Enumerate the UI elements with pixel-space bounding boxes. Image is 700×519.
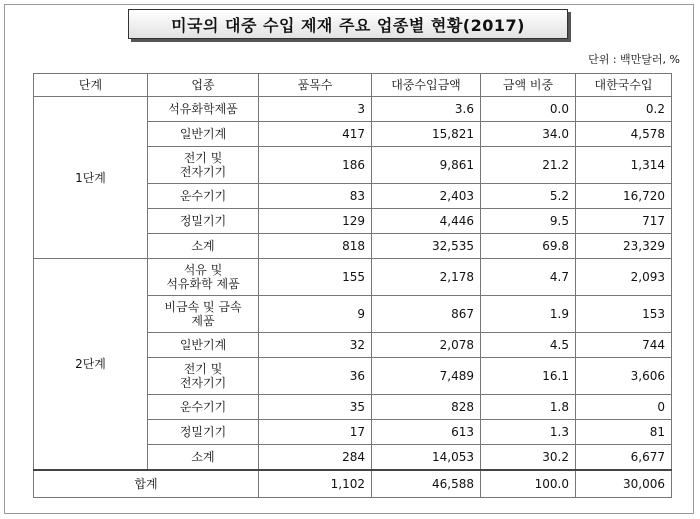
- items-cell: 155: [259, 259, 372, 296]
- items-cell: 284: [259, 445, 372, 471]
- col-header-imports-china: 대중수입금액: [372, 74, 481, 97]
- imports-korea-cell: 717: [576, 209, 672, 234]
- share-cell: 100.0: [481, 470, 576, 498]
- col-header-stage: 단계: [34, 74, 148, 97]
- imports-korea-cell: 81: [576, 420, 672, 445]
- table-title: 미국의 대중 수입 제재 주요 업종별 현황(2017): [128, 9, 568, 39]
- industry-cell: 일반기계: [148, 333, 259, 358]
- share-cell: 1.8: [481, 395, 576, 420]
- share-cell: 1.9: [481, 296, 576, 333]
- col-header-imports-korea: 대한국수입: [576, 74, 672, 97]
- industry-cell: 비금속 및 금속 제품: [148, 296, 259, 333]
- imports-korea-cell: 0: [576, 395, 672, 420]
- imports-china-cell: 867: [372, 296, 481, 333]
- share-cell: 5.2: [481, 184, 576, 209]
- imports-korea-cell: 153: [576, 296, 672, 333]
- items-cell: 32: [259, 333, 372, 358]
- imports-china-cell: 7,489: [372, 358, 481, 395]
- items-cell: 36: [259, 358, 372, 395]
- imports-korea-cell: 744: [576, 333, 672, 358]
- share-cell: 0.0: [481, 97, 576, 122]
- table-row: [34, 97, 672, 122]
- imports-korea-cell: 2,093: [576, 259, 672, 296]
- total-row: [34, 470, 672, 498]
- imports-korea-cell: 30,006: [576, 470, 672, 498]
- items-cell: 83: [259, 184, 372, 209]
- imports-china-cell: 2,078: [372, 333, 481, 358]
- items-cell: 9: [259, 296, 372, 333]
- imports-china-cell: 9,861: [372, 147, 481, 184]
- industry-cell: 일반기계: [148, 122, 259, 147]
- col-header-items: 품목수: [259, 74, 372, 97]
- industry-cell: 전기 및 전자기기: [148, 147, 259, 184]
- share-cell: 16.1: [481, 358, 576, 395]
- items-cell: 17: [259, 420, 372, 445]
- imports-korea-cell: 4,578: [576, 122, 672, 147]
- items-cell: 35: [259, 395, 372, 420]
- industry-cell: 전기 및 전자기기: [148, 358, 259, 395]
- share-cell: 30.2: [481, 445, 576, 471]
- stage-label: 2단계: [34, 259, 148, 471]
- imports-korea-cell: 3,606: [576, 358, 672, 395]
- imports-china-cell: 3.6: [372, 97, 481, 122]
- share-cell: 21.2: [481, 147, 576, 184]
- imports-china-cell: 613: [372, 420, 481, 445]
- industry-cell: 소계: [148, 445, 259, 471]
- imports-korea-cell: 23,329: [576, 234, 672, 259]
- share-cell: 9.5: [481, 209, 576, 234]
- col-header-share: 금액 비중: [481, 74, 576, 97]
- share-cell: 34.0: [481, 122, 576, 147]
- imports-korea-cell: 1,314: [576, 147, 672, 184]
- imports-china-cell: 32,535: [372, 234, 481, 259]
- industry-cell: 운수기기: [148, 395, 259, 420]
- unit-note: 단위 : 백만달러, %: [588, 53, 680, 66]
- imports-china-cell: 828: [372, 395, 481, 420]
- share-cell: 4.7: [481, 259, 576, 296]
- share-cell: 69.8: [481, 234, 576, 259]
- imports-china-cell: 4,446: [372, 209, 481, 234]
- share-cell: 4.5: [481, 333, 576, 358]
- imports-korea-cell: 0.2: [576, 97, 672, 122]
- industry-cell: 정밀기기: [148, 420, 259, 445]
- imports-china-cell: 2,403: [372, 184, 481, 209]
- industry-cell: 정밀기기: [148, 209, 259, 234]
- imports-china-cell: 46,588: [372, 470, 481, 498]
- share-cell: 1.3: [481, 420, 576, 445]
- imports-china-cell: 14,053: [372, 445, 481, 471]
- industry-cell: 소계: [148, 234, 259, 259]
- imports-china-cell: 15,821: [372, 122, 481, 147]
- items-cell: 3: [259, 97, 372, 122]
- items-cell: 129: [259, 209, 372, 234]
- industry-cell: 운수기기: [148, 184, 259, 209]
- items-cell: 417: [259, 122, 372, 147]
- col-header-industry: 업종: [148, 74, 259, 97]
- table-row: [34, 259, 672, 296]
- imports-korea-cell: 6,677: [576, 445, 672, 471]
- items-cell: 1,102: [259, 470, 372, 498]
- stage-label: 1단계: [34, 97, 148, 259]
- items-cell: 186: [259, 147, 372, 184]
- items-cell: 818: [259, 234, 372, 259]
- total-label: 합계: [34, 470, 259, 498]
- imports-china-cell: 2,178: [372, 259, 481, 296]
- industry-table: [33, 73, 672, 498]
- industry-cell: 석유 및 석유화학 제품: [148, 259, 259, 296]
- industry-cell: 석유화학제품: [148, 97, 259, 122]
- imports-korea-cell: 16,720: [576, 184, 672, 209]
